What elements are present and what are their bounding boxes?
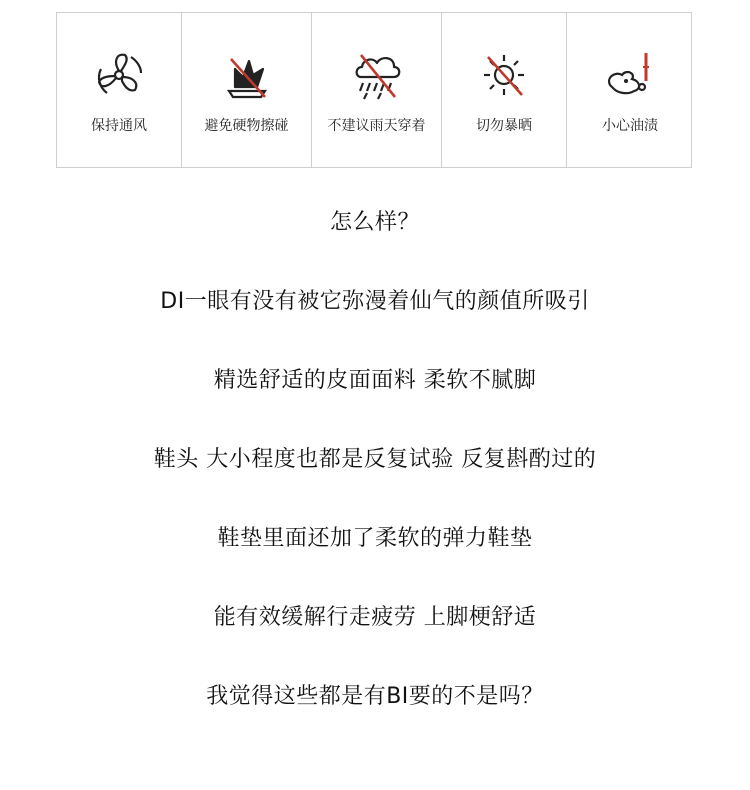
description-line: 鞋头 大小程度也都是反复试验 反复斟酌过的: [153, 447, 597, 472]
no-collision-icon: [219, 47, 275, 103]
care-label: 保持通风: [91, 118, 147, 134]
care-item-oil-stain: [567, 13, 693, 167]
care-instructions-panel: [56, 12, 692, 168]
care-label: 切勿暴晒: [476, 118, 532, 134]
description-line: 我觉得这些都是有BI要的不是吗？: [206, 684, 544, 709]
care-item-ventilation: [57, 13, 182, 167]
care-label: 小心油渍: [602, 118, 658, 134]
care-item-avoid-collision: [182, 13, 312, 167]
fan-icon: [91, 47, 147, 103]
oil-stain-icon: [602, 47, 658, 103]
description-line: 能有效缓解行走疲劳 上脚梗舒适: [213, 605, 537, 630]
no-sun-icon: [476, 47, 532, 103]
description-line: 怎么样？: [329, 210, 420, 235]
care-label: 避免硬物擦碰: [204, 118, 289, 134]
care-label: 不建议雨天穿着: [327, 118, 426, 134]
care-item-no-sun: [442, 13, 567, 167]
description-line: 精选舒适的皮面面料 柔软不腻脚: [213, 368, 537, 393]
description-line: 鞋垫里面还加了柔软的弹力鞋垫: [217, 526, 533, 551]
care-item-no-rain: [312, 13, 442, 167]
description-line: DI一眼有没有被它弥漫着仙气的颜值所吸引: [160, 289, 590, 314]
no-rain-icon: [349, 47, 405, 103]
